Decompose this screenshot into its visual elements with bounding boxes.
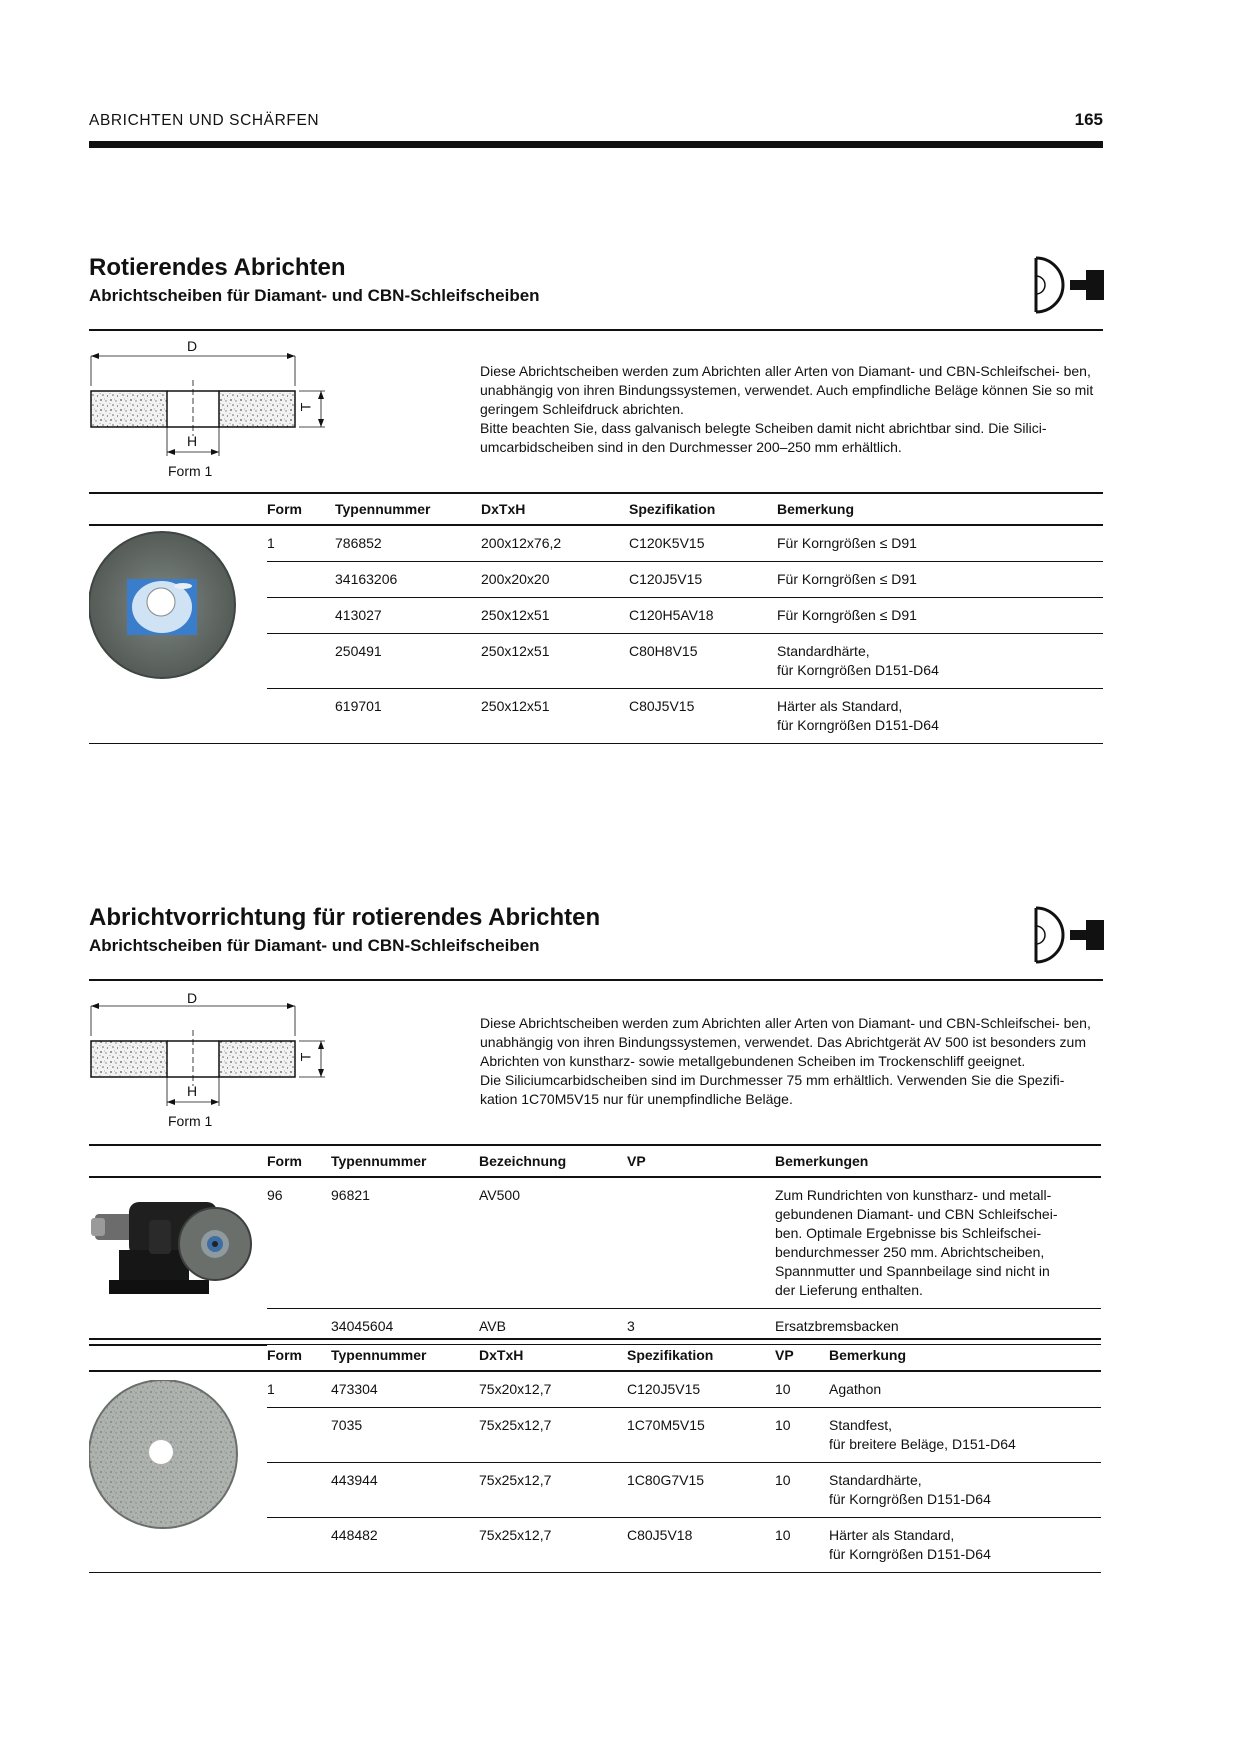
column-header-dxtxh: DxTxH xyxy=(479,1339,627,1371)
cell-spezifikation: C120H5AV18 xyxy=(629,598,777,634)
section1-title: Rotierendes Abrichten xyxy=(89,254,346,281)
cell-form: 1 xyxy=(267,1371,331,1408)
section2-title: Abrichtvorrichtung für rotierendes Abrichten xyxy=(89,904,601,931)
cell-typennummer: 413027 xyxy=(335,598,481,634)
section1-dimension-diagram xyxy=(89,338,339,488)
cell-dxtxh: 250x12x51 xyxy=(481,689,629,744)
cell-bezeichnung: AV500 xyxy=(479,1177,627,1309)
cell-bemerkung: Agathon xyxy=(829,1371,1101,1408)
dressing-device-photo xyxy=(89,1180,259,1300)
header-rule xyxy=(89,141,1103,148)
description-paragraph: Die Siliciumcarbidscheiben sind im Durchmesser 75 mm erhältlich. Verwenden Sie die Spezifi- kation 1C70M5V15 nur für unempfindliche Beläge. xyxy=(480,1072,1065,1107)
section2-divider xyxy=(89,979,1103,981)
column-header-form: Form xyxy=(267,493,335,525)
diagram-caption: Form 1 xyxy=(168,463,213,479)
cell-bemerkung: Härter als Standard, für Korngrößen D151-D64 xyxy=(777,689,1103,744)
section2-device-table xyxy=(89,1144,1101,1346)
cell-typennummer: 34045604 xyxy=(331,1309,479,1345)
cell-typennummer: 96821 xyxy=(331,1177,479,1309)
column-header-dxtxh: DxTxH xyxy=(481,493,629,525)
cell-spezifikation: C80H8V15 xyxy=(629,634,777,689)
cell-spezifikation: C80J5V15 xyxy=(629,689,777,744)
column-header-bemerkungen: Bemerkungen xyxy=(775,1145,1101,1177)
cell-typennummer: 443944 xyxy=(331,1463,479,1518)
cell-vp: 3 xyxy=(627,1309,775,1345)
cell-form xyxy=(267,689,335,744)
rotary-dressing-icon xyxy=(1030,256,1106,314)
cell-dxtxh: 75x25x12,7 xyxy=(479,1518,627,1573)
diagram-label-h: H xyxy=(187,433,198,449)
column-header-typennummer: Typennummer xyxy=(331,1145,479,1177)
running-header-title: ABRICHTEN UND SCHÄRFEN xyxy=(89,112,320,129)
column-header-form: Form xyxy=(267,1339,331,1371)
section1-description xyxy=(480,362,1100,457)
diagram-label-h: H xyxy=(187,1083,198,1099)
cell-dxtxh: 250x12x51 xyxy=(481,634,629,689)
cell-form xyxy=(267,1518,331,1573)
diagram-label-t: T xyxy=(297,402,314,412)
cell-typennummer: 786852 xyxy=(335,525,481,562)
cell-dxtxh: 250x12x51 xyxy=(481,598,629,634)
column-header-vp: VP xyxy=(775,1339,829,1371)
cell-dxtxh: 75x20x12,7 xyxy=(479,1371,627,1408)
section1-subtitle: Abrichtscheiben für Diamant- und CBN-Schleifscheiben xyxy=(89,286,540,305)
grinding-wheel-photo xyxy=(89,1380,249,1540)
section2-subtitle: Abrichtscheiben für Diamant- und CBN-Schleifscheiben xyxy=(89,936,540,955)
cell-bemerkung: Für Korngrößen ≤ D91 xyxy=(777,562,1103,598)
cell-dxtxh: 75x25x12,7 xyxy=(479,1408,627,1463)
cell-typennummer: 473304 xyxy=(331,1371,479,1408)
diagram-label-t: T xyxy=(297,1052,314,1062)
cell-bezeichnung: AVB xyxy=(479,1309,627,1345)
section2-description xyxy=(480,1014,1100,1109)
cell-typennummer: 619701 xyxy=(335,689,481,744)
cell-form xyxy=(267,1463,331,1518)
rotary-dressing-icon xyxy=(1030,906,1106,964)
table-row xyxy=(89,1371,1101,1408)
cell-form xyxy=(267,562,335,598)
cell-bemerkung: Für Korngrößen ≤ D91 xyxy=(777,598,1103,634)
column-header-spezifikation: Spezifikation xyxy=(629,493,777,525)
diagram-label-d: D xyxy=(187,990,198,1006)
cell-spezifikation: 1C70M5V15 xyxy=(627,1408,775,1463)
cell-bemerkungen: Zum Rundrichten von kunstharz- und metall- gebundenen Diamant- und CBN Schleifschei- ben. Optimale Ergebnisse bis Schleifschei- bendurchmesser 250 mm. Abrichtscheiben, Spannmutter und Spannbeilage sind nicht in der Lieferung enthalten. xyxy=(775,1177,1101,1309)
column-header-form: Form xyxy=(267,1145,331,1177)
column-header-typennummer: Typennummer xyxy=(331,1339,479,1371)
table-row xyxy=(89,525,1103,562)
cell-bemerkung: Härter als Standard, für Korngrößen D151-D64 xyxy=(829,1518,1101,1573)
cell-vp: 10 xyxy=(775,1463,829,1518)
cell-spezifikation: 1C80G7V15 xyxy=(627,1463,775,1518)
cell-typennummer: 34163206 xyxy=(335,562,481,598)
page-number: 165 xyxy=(1074,110,1103,129)
cell-form: 96 xyxy=(267,1177,331,1309)
cell-bemerkungen: Ersatzbremsbacken xyxy=(775,1309,1101,1345)
cell-dxtxh: 75x25x12,7 xyxy=(479,1463,627,1518)
description-paragraph: Bitte beachten Sie, dass galvanisch belegte Scheiben damit nicht abrichtbar sind. Die Silici- umcarbidscheiben sind in den Durchmesser 200–250 mm erhältlich. xyxy=(480,420,1047,455)
cell-bemerkung: Standardhärte, für Korngrößen D151-D64 xyxy=(829,1463,1101,1518)
cell-form xyxy=(267,598,335,634)
cell-vp: 10 xyxy=(775,1408,829,1463)
column-header-bemerkung: Bemerkung xyxy=(777,493,1103,525)
column-header-spezifikation: Spezifikation xyxy=(627,1339,775,1371)
cell-vp xyxy=(627,1177,775,1309)
description-paragraph: Diese Abrichtscheiben werden zum Abrichten aller Arten von Diamant- und CBN-Schleifschei- ben, unabhängig von ihren Bindungssystemen, verwendet. Auch empfindliche Beläge können Sie so mit geringem Schleifdruck abrichten. xyxy=(480,363,1094,417)
cell-form xyxy=(267,1408,331,1463)
cell-typennummer: 448482 xyxy=(331,1518,479,1573)
grinding-wheel-photo xyxy=(89,530,249,690)
cell-dxtxh: 200x12x76,2 xyxy=(481,525,629,562)
column-header-typennummer: Typennummer xyxy=(335,493,481,525)
description-paragraph: Diese Abrichtscheiben werden zum Abrichten aller Arten von Diamant- und CBN-Schleifschei- ben, unabhängig von ihren Bindungssystemen, verwendet. Das Abrichtgerät AV 500 ist besonders zum Abrichten von kunstharz- sowie metallgebundenen Scheiben im Trockenschliff geeignet. xyxy=(480,1015,1091,1069)
cell-form: 1 xyxy=(267,525,335,562)
cell-spezifikation: C80J5V18 xyxy=(627,1518,775,1573)
cell-bemerkung: Für Korngrößen ≤ D91 xyxy=(777,525,1103,562)
cell-typennummer: 7035 xyxy=(331,1408,479,1463)
cell-vp: 10 xyxy=(775,1371,829,1408)
diagram-caption: Form 1 xyxy=(168,1113,213,1129)
cell-spezifikation: C120J5V15 xyxy=(629,562,777,598)
cell-typennummer: 250491 xyxy=(335,634,481,689)
column-header-vp: VP xyxy=(627,1145,775,1177)
section2-dimension-diagram xyxy=(89,990,339,1140)
cell-bemerkung: Standfest, für breitere Beläge, D151-D64 xyxy=(829,1408,1101,1463)
cell-spezifikation: C120J5V15 xyxy=(627,1371,775,1408)
column-header-bezeichnung: Bezeichnung xyxy=(479,1145,627,1177)
cell-bemerkung: Standardhärte, für Korngrößen D151-D64 xyxy=(777,634,1103,689)
column-header-bemerkung: Bemerkung xyxy=(829,1339,1101,1371)
cell-form xyxy=(267,634,335,689)
diagram-label-d: D xyxy=(187,338,198,354)
cell-vp: 10 xyxy=(775,1518,829,1573)
cell-dxtxh: 200x20x20 xyxy=(481,562,629,598)
section2-wheel-table xyxy=(89,1338,1101,1573)
cell-spezifikation: C120K5V15 xyxy=(629,525,777,562)
section1-divider xyxy=(89,329,1103,331)
section1-product-table xyxy=(89,492,1103,744)
table-row xyxy=(89,1177,1101,1309)
